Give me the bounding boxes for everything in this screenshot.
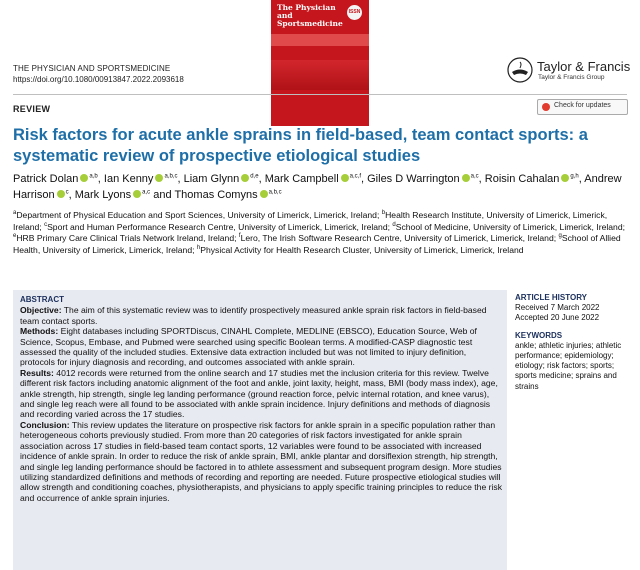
author-affiliation-sup: a,c <box>142 189 151 196</box>
check-updates-icon <box>542 103 550 111</box>
author-name[interactable]: Thomas Comyns <box>174 189 258 201</box>
received-date: Received 7 March 2022 <box>515 303 600 313</box>
author-name[interactable]: Roisin Cahalan <box>484 173 560 185</box>
abstract-heading: ABSTRACT <box>20 295 64 304</box>
journal-cover <box>271 0 369 126</box>
keywords-heading: KEYWORDS <box>515 330 563 340</box>
article-title: Risk factors for acute ankle sprains in field-based, team contact sports: a systematic review of prospective etiological studies <box>13 126 588 165</box>
author-affiliation-sup: d,e <box>250 173 259 180</box>
history-heading: ARTICLE HISTORY <box>515 293 588 302</box>
journal-name: THE PHYSICIAN AND SPORTSMEDICINE <box>13 64 171 73</box>
check-updates-button[interactable] <box>537 99 628 115</box>
author-name[interactable]: Liam Glynn <box>183 173 240 185</box>
affiliation-text: Health Research Institute, University of Limerick, Limerick, Ireland; <box>13 210 608 232</box>
cover-band <box>271 34 369 46</box>
affiliations <box>13 210 627 257</box>
abstract-conclusion: Conclusion: This review updates the literature on prospective risk factors for ankle sprain in a specific population rather than heterogeneous cohorts previously studied. From more than 20 categories of risk factors investigated for ankle sprain association across 17 studies in field-based team contact sports, 12 variables were found to be associated with increased incidence of ankle sprain. In order to reduce the risk of ankle sprain, BMI, ankle plantar and dorsiflexion strength, hip strength, and single leg landing performance should be factored in to athlete assessment and subsequent program design. More studies utilizing standardized definitions and methods of recording and reporting are needed. Future prospective etiological studies will allow strength and conditioning coaches, physiotherapists, and physicians to apply specific training principles to reduce the risk and occurrence of ankle sprain injuries. <box>20 419 502 503</box>
author-name[interactable]: Mark Campbell <box>264 173 339 185</box>
affiliation-text: Physical Activity for Health Research Cluster, University of Limerick, Limerick, Ireland <box>200 245 524 256</box>
abstract-results: Results: 4012 records were returned from the online search and 17 studies met the inclusion criteria for this review. Twelve different risk factors including anatomic alignment of the foot and ankle, joint laxity, height, mass, BMI (body mass index), age, ankle strength, hip strength, single leg landing performance (ground reaction force, pelvic internal rotation, and knee varus), and single leg reach were all found to be associated with ankle sprain incidence. Injury definitions and methods of diagnosis and recording varied across the 17 studies. <box>20 367 498 420</box>
article-sidebar <box>515 293 630 392</box>
affiliation-sup: c <box>44 221 48 228</box>
affiliation-text: Sport and Human Performance Research Centre, University of Limerick, Limerick, Ireland; <box>47 221 393 232</box>
author-name[interactable]: Giles D Warrington <box>367 173 460 185</box>
abstract <box>20 295 502 503</box>
affiliation-sup: h <box>196 245 201 252</box>
cover-title: The Physician and Sportsmedicine <box>277 3 343 28</box>
orcid-icon[interactable] <box>462 174 470 182</box>
abstract-methods: Methods: Eight databases including SPORTDiscus, CINAHL Complete, MEDLINE (EBSCO), Education Source, Web of Science, Scopus, Embase, and Pubmed were searched using specific Boolean terms. A modified-CASP diagnostic test assessed the quality of the included studies. Extensive data extraction included but was not limited to injury definition, protocols for injury diagnosis and recording, and outcomes associated with ankle sprain. <box>20 326 477 368</box>
abstract-objective: Objective: The aim of this systematic review was to identify prospectively measured ankle sprain risk factors in field-based team contact sports. <box>20 305 487 326</box>
header-divider <box>13 94 627 95</box>
author-affiliation-sup: a,b,c <box>164 173 178 180</box>
orcid-icon[interactable] <box>133 190 141 198</box>
section-label: REVIEW <box>13 104 51 114</box>
doi-link[interactable]: https://doi.org/10.1080/00913847.2022.2093618 <box>13 75 184 84</box>
publisher-name: Taylor & Francis <box>537 59 631 74</box>
author-affiliation-sup: a,c,f <box>349 173 361 180</box>
keywords: ankle; athletic injuries; athletic performance; epidemiology; etiology; risk factors; sports; sports medicine; sprains and strains <box>515 340 622 391</box>
orcid-icon[interactable] <box>80 174 88 182</box>
affiliation-text: School of Medicine, University of Limerick, Limerick, Ireland; <box>395 221 625 232</box>
orcid-icon[interactable] <box>155 174 163 182</box>
orcid-icon[interactable] <box>57 190 65 198</box>
author-affiliation-sup: g,h <box>570 173 579 180</box>
author-name[interactable]: Mark Lyons <box>74 189 132 201</box>
author-affiliation-sup: a,b <box>89 173 98 180</box>
affiliation-text: Lero, The Irish Software Research Centre, University of Limerick, Limerick, Ireland; <box>240 233 559 244</box>
accepted-date: Accepted 20 June 2022 <box>515 313 600 323</box>
orcid-icon[interactable] <box>241 174 249 182</box>
author-affiliation-sup: a,c <box>470 173 479 180</box>
affiliation-text: Department of Physical Education and Sport Sciences, University of Limerick, Limerick, Ireland; <box>16 210 382 220</box>
affiliation-sup: f <box>238 233 241 240</box>
author-name[interactable]: Patrick Dolan <box>13 173 79 185</box>
publisher-group: Taylor & Francis Group <box>538 74 605 81</box>
author-name[interactable]: Andrew Harrison <box>13 173 622 201</box>
author-affiliation-sup: c <box>65 189 69 196</box>
publisher-lamp-icon <box>507 57 533 83</box>
author-list: Patrick Dolan $^{a,b}$, Ian Kenny $^{a,b,c}$, Liam Glynn $^{d,e}$, Mark Campbell $^{a,c,f}$, Giles D Warrington $^{a,c}$, Roisin Cahalan $^{g,h}$, Andrew Harrison $^c$, Mark Lyons $^{a,c}$ and Thomas Comyns $^{a,b,c}$ <box>13 173 622 201</box>
orcid-icon[interactable] <box>260 190 268 198</box>
affiliation-sup: g <box>558 233 562 240</box>
author-affiliation-sup: a,b,c <box>268 189 282 196</box>
cover-band-lower <box>271 60 369 90</box>
affiliation-text: HRB Primary Care Clinical Trials Network Ireland, Ireland; <box>16 233 239 244</box>
affiliation-sup: a <box>13 210 17 217</box>
cover-badge: ISSN <box>347 5 362 20</box>
author-name[interactable]: Ian Kenny <box>103 173 154 185</box>
author-and: and <box>150 189 175 201</box>
affiliation-sup: e <box>13 233 17 240</box>
affiliation-sup: b <box>381 210 386 217</box>
publisher-logo[interactable] <box>507 56 632 86</box>
orcid-icon[interactable] <box>561 174 569 182</box>
affiliation-text: School of Allied Health, University of Limerick, Limerick, Ireland; <box>13 233 621 256</box>
orcid-icon[interactable] <box>341 174 349 182</box>
check-updates-label: Check for updates <box>554 102 611 109</box>
affiliation-sup: d <box>392 221 396 228</box>
